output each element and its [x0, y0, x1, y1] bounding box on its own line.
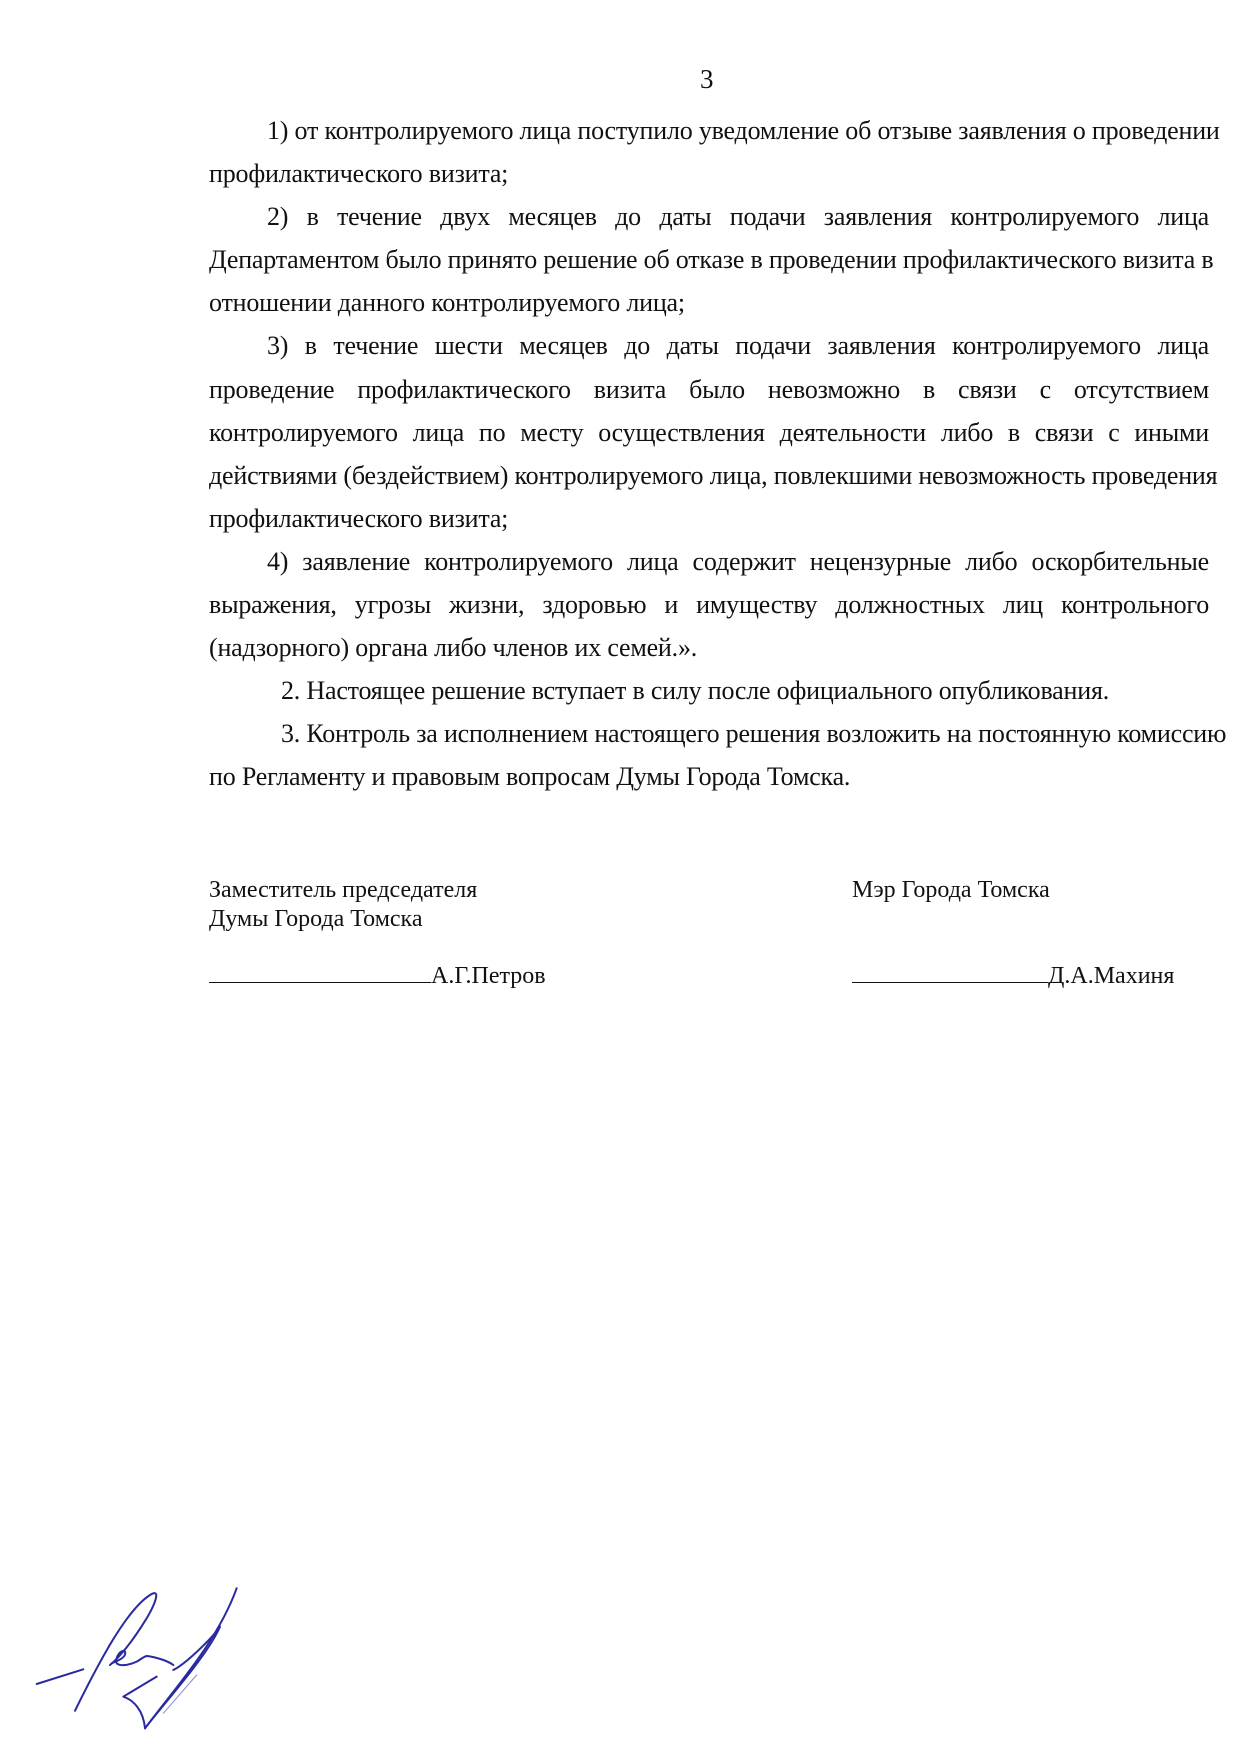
item-4 [209, 540, 1209, 669]
text-line: (надзорного) органа либо членов их семей.». [209, 633, 698, 663]
text-line: 3) в течение шести месяцев до даты подачи заявления контролируемого лица [267, 331, 1209, 361]
text-line: действиями (бездействием) контролируемого лица, повлекшими невозможность проведения [209, 460, 1218, 490]
text-line: по Регламенту и правовым вопросам Думы Города Томска. [209, 762, 851, 792]
clause-2 [209, 669, 1209, 712]
item-2 [209, 195, 1214, 324]
left-title-line2: Думы Города Томска [209, 906, 423, 932]
item-3 [209, 324, 1218, 539]
left-title-line1: Заместитель председателя [209, 877, 478, 903]
signature-line [209, 962, 431, 983]
text-line: 3. Контроль за исполнением настоящего решения возложить на постоянную комиссию [281, 719, 1227, 749]
text-line: 4) заявление контролируемого лица содержит нецензурные либо оскорбительные [267, 546, 1209, 576]
clause-3 [209, 712, 1227, 798]
text-line: проведение профилактического визита было невозможно в связи с отсутствием [209, 374, 1209, 404]
handwritten-signature [0, 1550, 400, 1753]
right-signature-block [852, 962, 1174, 991]
text-line: 2) в течение двух месяцев до даты подачи заявления контролируемого лица [267, 202, 1209, 232]
document-body [209, 109, 1227, 799]
item-1 [209, 109, 1220, 195]
signature-line [852, 962, 1048, 983]
text-line: Департаментом было принято решение об отказе в проведении профилактического визита в [209, 245, 1214, 275]
text-line: отношении данного контролируемого лица; [209, 288, 685, 318]
text-line: 2. Настоящее решение вступает в силу после официального опубликования. [281, 676, 1110, 706]
text-line: контролируемого лица по месту осуществления деятельности либо в связи с иными [209, 417, 1209, 447]
right-signatory-name: Д.А.Махиня [1048, 963, 1175, 989]
left-signatory-name: А.Г.Петров [431, 963, 546, 989]
text-line: профилактического визита; [209, 503, 509, 533]
page-number: 3 [700, 64, 714, 94]
right-title-line1: Мэр Города Томска [852, 877, 1050, 903]
text-line: 1) от контролируемого лица поступило уведомление об отзыве заявления о проведении [267, 116, 1220, 145]
text-line: выражения, угрозы жизни, здоровью и имуществу должностных лиц контрольного [209, 590, 1209, 620]
left-signatory-title [209, 876, 477, 934]
text-line: профилактического визита; [209, 159, 509, 189]
right-signatory-title [852, 876, 1050, 905]
left-signature-block [209, 962, 546, 991]
